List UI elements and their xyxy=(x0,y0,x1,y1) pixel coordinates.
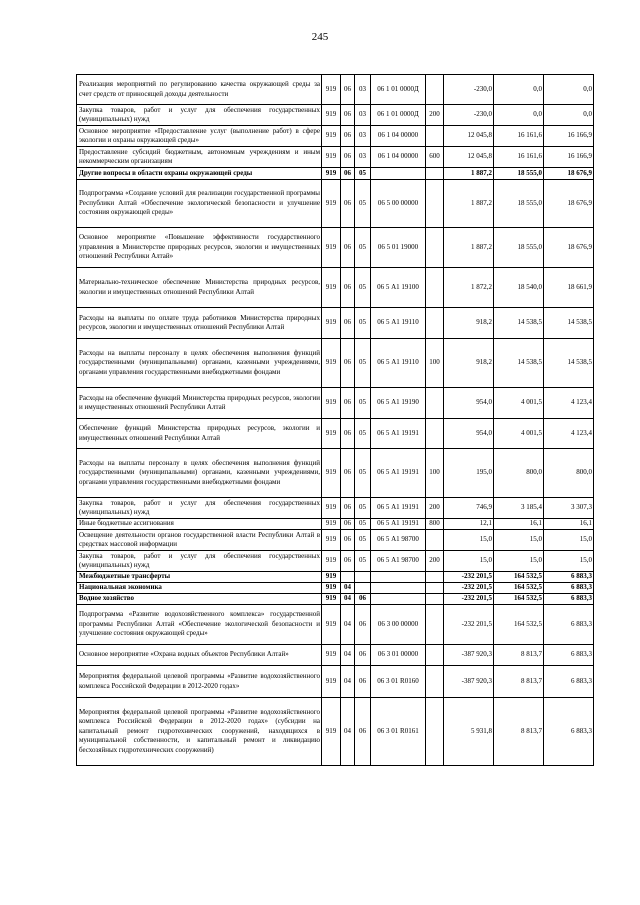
section-code xyxy=(341,572,355,583)
item-name: Закупка товаров, работ и услуг для обеспечения государственных (муниципальных) нужд xyxy=(77,105,322,126)
target-article-code: 06 5 01 19000 xyxy=(371,228,426,268)
table-row xyxy=(77,498,594,519)
target-article-code: 06 3 00 00000 xyxy=(371,605,426,645)
amount-year-1: 1 887,2 xyxy=(444,168,494,180)
amount-year-3: 15,0 xyxy=(544,551,594,572)
amount-year-2: 18 540,0 xyxy=(494,268,544,308)
item-name: Мероприятия федеральной целевой программы «Развитие водохозяйственного комплекса Российской Федерации в 2012-2020 годах» xyxy=(77,666,322,698)
item-name: Расходы на выплаты персоналу в целях обеспечения выполнения функций государственными (муниципальными) органами, казенными учреждениями, органами управления государственными внебюджетными фондами xyxy=(77,449,322,498)
target-article-code: 06 1 01 0000Д xyxy=(371,105,426,126)
table-row xyxy=(77,530,594,551)
expense-type-code xyxy=(426,419,444,449)
amount-year-3: 6 883,3 xyxy=(544,645,594,666)
amount-year-2: 0,0 xyxy=(494,75,544,105)
subsection-code: 05 xyxy=(355,419,371,449)
table-row xyxy=(77,228,594,268)
table-row xyxy=(77,594,594,605)
amount-year-1: 1 887,2 xyxy=(444,180,494,228)
amount-year-1: 12,1 xyxy=(444,519,494,530)
amount-year-1: 918,2 xyxy=(444,308,494,339)
section-code: 06 xyxy=(341,419,355,449)
target-article-code: 06 5 А1 19191 xyxy=(371,519,426,530)
amount-year-2: 164 532,5 xyxy=(494,605,544,645)
subsection-code: 03 xyxy=(355,126,371,147)
item-name: Расходы на обеспечение функций Министерства природных ресурсов, экологии и имущественных отношений Республики Алтай xyxy=(77,388,322,419)
subsection-code: 03 xyxy=(355,75,371,105)
expense-type-code: 800 xyxy=(426,519,444,530)
target-article-code: 06 1 04 00000 xyxy=(371,126,426,147)
amount-year-3: 6 883,3 xyxy=(544,698,594,766)
item-name: Закупка товаров, работ и услуг для обеспечения государственных (муниципальных) нужд xyxy=(77,498,322,519)
table-row xyxy=(77,605,594,645)
admin-code: 919 xyxy=(322,698,341,766)
amount-year-1: -387 920,3 xyxy=(444,666,494,698)
table-row xyxy=(77,268,594,308)
subsection-code: 05 xyxy=(355,308,371,339)
subsection-code: 05 xyxy=(355,339,371,388)
section-code: 04 xyxy=(341,698,355,766)
section-code: 06 xyxy=(341,147,355,168)
expense-type-code xyxy=(426,268,444,308)
admin-code: 919 xyxy=(322,180,341,228)
amount-year-1: -232 201,5 xyxy=(444,594,494,605)
section-code: 04 xyxy=(341,645,355,666)
section-code: 06 xyxy=(341,168,355,180)
subsection-code: 06 xyxy=(355,698,371,766)
amount-year-3: 4 123,4 xyxy=(544,388,594,419)
section-code: 06 xyxy=(341,180,355,228)
subsection-code: 06 xyxy=(355,645,371,666)
amount-year-1: 5 931,8 xyxy=(444,698,494,766)
admin-code: 919 xyxy=(322,228,341,268)
section-code: 06 xyxy=(341,308,355,339)
target-article-code: 06 5 А1 19110 xyxy=(371,339,426,388)
amount-year-2: 4 001,5 xyxy=(494,388,544,419)
amount-year-2: 0,0 xyxy=(494,105,544,126)
target-article-code: 06 5 А1 19191 xyxy=(371,449,426,498)
admin-code: 919 xyxy=(322,498,341,519)
amount-year-2: 18 555,0 xyxy=(494,228,544,268)
amount-year-3: 16 166,9 xyxy=(544,126,594,147)
amount-year-3: 18 661,9 xyxy=(544,268,594,308)
expense-type-code xyxy=(426,126,444,147)
item-name: Мероприятия федеральной целевой программы «Развитие водохозяйственного комплекса Российской Федерации в 2012-2020 годах» (субсидии на капитальный ремонт гидротехнических сооружений, находящихся в муниципальной собственности, и капитальный ремонт и ликвидацию бесхозяйных гидротехнических сооружений) xyxy=(77,698,322,766)
target-article-code: 06 5 А1 19110 xyxy=(371,308,426,339)
subsection-code xyxy=(355,572,371,583)
admin-code: 919 xyxy=(322,583,341,594)
admin-code: 919 xyxy=(322,268,341,308)
admin-code: 919 xyxy=(322,419,341,449)
amount-year-3: 6 883,3 xyxy=(544,572,594,583)
amount-year-2: 164 532,5 xyxy=(494,572,544,583)
admin-code: 919 xyxy=(322,530,341,551)
amount-year-1: 1 887,2 xyxy=(444,228,494,268)
amount-year-1: 12 045,8 xyxy=(444,126,494,147)
target-article-code: 06 5 А1 98700 xyxy=(371,551,426,572)
section-code: 06 xyxy=(341,498,355,519)
expense-type-code: 200 xyxy=(426,498,444,519)
table-row xyxy=(77,147,594,168)
target-article-code: 06 1 01 0000Д xyxy=(371,75,426,105)
item-name: Расходы на выплаты персоналу в целях обеспечения выполнения функций государственными (муниципальными) органами, казенными учреждениями, органами управления государственными внебюджетными фондами xyxy=(77,339,322,388)
amount-year-1: -387 920,3 xyxy=(444,645,494,666)
subsection-code: 05 xyxy=(355,180,371,228)
table-row xyxy=(77,419,594,449)
admin-code: 919 xyxy=(322,147,341,168)
section-code: 06 xyxy=(341,551,355,572)
table-row xyxy=(77,168,594,180)
item-name: Иные бюджетные ассигнования xyxy=(77,519,322,530)
expense-type-code: 600 xyxy=(426,147,444,168)
subsection-code: 03 xyxy=(355,105,371,126)
expense-type-code xyxy=(426,583,444,594)
admin-code: 919 xyxy=(322,605,341,645)
expense-type-code xyxy=(426,605,444,645)
admin-code: 919 xyxy=(322,594,341,605)
amount-year-1: 954,0 xyxy=(444,419,494,449)
section-code: 06 xyxy=(341,519,355,530)
admin-code: 919 xyxy=(322,105,341,126)
amount-year-1: -230,0 xyxy=(444,105,494,126)
amount-year-1: -232 201,5 xyxy=(444,572,494,583)
section-code: 06 xyxy=(341,228,355,268)
table-row xyxy=(77,572,594,583)
subsection-code: 05 xyxy=(355,498,371,519)
amount-year-3: 6 883,3 xyxy=(544,605,594,645)
amount-year-2: 18 555,0 xyxy=(494,168,544,180)
amount-year-3: 0,0 xyxy=(544,75,594,105)
target-article-code: 06 5 А1 98700 xyxy=(371,530,426,551)
amount-year-3: 3 307,3 xyxy=(544,498,594,519)
table-row xyxy=(77,308,594,339)
amount-year-3: 14 538,5 xyxy=(544,308,594,339)
admin-code: 919 xyxy=(322,645,341,666)
item-name: Основное мероприятие «Охрана водных объектов Республики Алтай» xyxy=(77,645,322,666)
amount-year-3: 18 676,9 xyxy=(544,180,594,228)
amount-year-1: 15,0 xyxy=(444,530,494,551)
admin-code: 919 xyxy=(322,551,341,572)
amount-year-2: 14 538,5 xyxy=(494,339,544,388)
amount-year-2: 164 532,5 xyxy=(494,594,544,605)
admin-code: 919 xyxy=(322,388,341,419)
amount-year-2: 16 161,6 xyxy=(494,126,544,147)
target-article-code: 06 3 01 R0161 xyxy=(371,698,426,766)
admin-code: 919 xyxy=(322,449,341,498)
target-article-code xyxy=(371,572,426,583)
table-row xyxy=(77,583,594,594)
item-name: Подпрограмма «Развитие водохозяйственного комплекса» государственной программы Республики Алтай «Обеспечение экологической безопасности и улучшение состояния окружающей среды» xyxy=(77,605,322,645)
amount-year-2: 15,0 xyxy=(494,551,544,572)
item-name: Закупка товаров, работ и услуг для обеспечения государственных (муниципальных) нужд xyxy=(77,551,322,572)
target-article-code: 06 3 01 00000 xyxy=(371,645,426,666)
section-code: 04 xyxy=(341,666,355,698)
expense-type-code xyxy=(426,180,444,228)
expense-type-code: 200 xyxy=(426,105,444,126)
amount-year-2: 18 555,0 xyxy=(494,180,544,228)
target-article-code: 06 1 04 00000 xyxy=(371,147,426,168)
expense-type-code xyxy=(426,308,444,339)
admin-code: 919 xyxy=(322,168,341,180)
item-name: Национальная экономика xyxy=(77,583,322,594)
amount-year-3: 6 883,3 xyxy=(544,666,594,698)
section-code: 04 xyxy=(341,594,355,605)
expense-type-code xyxy=(426,75,444,105)
table-row xyxy=(77,551,594,572)
amount-year-2: 164 532,5 xyxy=(494,583,544,594)
subsection-code: 05 xyxy=(355,228,371,268)
subsection-code: 05 xyxy=(355,530,371,551)
target-article-code: 06 5 А1 19191 xyxy=(371,419,426,449)
expense-type-code xyxy=(426,228,444,268)
item-name: Расходы на выплаты по оплате труда работников Министерства природных ресурсов, экологии и имущественных отношений Республики Алтай xyxy=(77,308,322,339)
admin-code: 919 xyxy=(322,666,341,698)
amount-year-2: 15,0 xyxy=(494,530,544,551)
subsection-code: 05 xyxy=(355,268,371,308)
subsection-code: 03 xyxy=(355,147,371,168)
amount-year-1: -232 201,5 xyxy=(444,605,494,645)
amount-year-2: 16,1 xyxy=(494,519,544,530)
amount-year-3: 14 538,5 xyxy=(544,339,594,388)
amount-year-2: 4 001,5 xyxy=(494,419,544,449)
amount-year-2: 8 813,7 xyxy=(494,666,544,698)
table-row xyxy=(77,105,594,126)
expense-type-code xyxy=(426,572,444,583)
amount-year-3: 16 166,9 xyxy=(544,147,594,168)
section-code: 06 xyxy=(341,105,355,126)
target-article-code xyxy=(371,594,426,605)
section-code: 06 xyxy=(341,449,355,498)
table-row xyxy=(77,698,594,766)
amount-year-3: 4 123,4 xyxy=(544,419,594,449)
item-name: Межбюджетные трансферты xyxy=(77,572,322,583)
table-row xyxy=(77,449,594,498)
section-code: 06 xyxy=(341,75,355,105)
amount-year-1: 1 872,2 xyxy=(444,268,494,308)
admin-code: 919 xyxy=(322,339,341,388)
amount-year-3: 18 676,9 xyxy=(544,228,594,268)
table-row xyxy=(77,339,594,388)
budget-table-body xyxy=(77,75,594,766)
subsection-code: 06 xyxy=(355,666,371,698)
item-name: Освещение деятельности органов государственной власти Республики Алтай в средствах массовой информации xyxy=(77,530,322,551)
amount-year-3: 800,0 xyxy=(544,449,594,498)
admin-code: 919 xyxy=(322,126,341,147)
item-name: Материально-техническое обеспечение Министерства природных ресурсов, экологии и имущественных отношений Республики Алтай xyxy=(77,268,322,308)
subsection-code: 05 xyxy=(355,449,371,498)
admin-code: 919 xyxy=(322,308,341,339)
item-name: Водное хозяйство xyxy=(77,594,322,605)
admin-code: 919 xyxy=(322,75,341,105)
expense-type-code: 200 xyxy=(426,551,444,572)
section-code: 06 xyxy=(341,388,355,419)
amount-year-3: 0,0 xyxy=(544,105,594,126)
expense-type-code xyxy=(426,168,444,180)
budget-table xyxy=(76,74,594,766)
target-article-code: 06 5 А1 19190 xyxy=(371,388,426,419)
table-row xyxy=(77,645,594,666)
expense-type-code: 100 xyxy=(426,449,444,498)
target-article-code: 06 5 А1 19100 xyxy=(371,268,426,308)
table-row xyxy=(77,519,594,530)
subsection-code: 05 xyxy=(355,551,371,572)
item-name: Основное мероприятие «Повышение эффективности государственного управления в Министерстве природных ресурсов, экологии и имущественных отношений Республики Алтай» xyxy=(77,228,322,268)
target-article-code: 06 5 00 00000 xyxy=(371,180,426,228)
table-row xyxy=(77,666,594,698)
amount-year-1: 954,0 xyxy=(444,388,494,419)
admin-code: 919 xyxy=(322,519,341,530)
section-code: 06 xyxy=(341,339,355,388)
subsection-code xyxy=(355,583,371,594)
target-article-code xyxy=(371,583,426,594)
amount-year-2: 3 185,4 xyxy=(494,498,544,519)
amount-year-3: 6 883,3 xyxy=(544,583,594,594)
amount-year-1: -232 201,5 xyxy=(444,583,494,594)
target-article-code xyxy=(371,168,426,180)
item-name: Обеспечение функций Министерства природных ресурсов, экологии и имущественных отношений Республики Алтай xyxy=(77,419,322,449)
subsection-code: 06 xyxy=(355,605,371,645)
section-code: 04 xyxy=(341,605,355,645)
expense-type-code: 100 xyxy=(426,339,444,388)
subsection-code: 05 xyxy=(355,519,371,530)
amount-year-2: 8 813,7 xyxy=(494,645,544,666)
expense-type-code xyxy=(426,530,444,551)
amount-year-1: -230,0 xyxy=(444,75,494,105)
amount-year-2: 14 538,5 xyxy=(494,308,544,339)
item-name: Реализация мероприятий по регулированию качества окружающей среды за счет средств от приносящей доходы деятельности xyxy=(77,75,322,105)
amount-year-1: 12 045,8 xyxy=(444,147,494,168)
amount-year-2: 16 161,6 xyxy=(494,147,544,168)
table-row xyxy=(77,75,594,105)
item-name: Основное мероприятие «Предоставление услуг (выполнение работ) в сфере экологии и охраны окружающей среды» xyxy=(77,126,322,147)
item-name: Подпрограмма «Создание условий для реализации государственной программы Республики Алтай «Обеспечение экологической безопасности и улучшение состояния окружающей среды» xyxy=(77,180,322,228)
section-code: 06 xyxy=(341,126,355,147)
amount-year-2: 800,0 xyxy=(494,449,544,498)
expense-type-code xyxy=(426,388,444,419)
expense-type-code xyxy=(426,594,444,605)
item-name: Другие вопросы в области охраны окружающей среды xyxy=(77,168,322,180)
subsection-code: 05 xyxy=(355,168,371,180)
amount-year-1: 746,9 xyxy=(444,498,494,519)
amount-year-1: 918,2 xyxy=(444,339,494,388)
table-row xyxy=(77,126,594,147)
subsection-code: 05 xyxy=(355,388,371,419)
table-row xyxy=(77,388,594,419)
amount-year-3: 6 883,3 xyxy=(544,594,594,605)
expense-type-code xyxy=(426,698,444,766)
section-code: 06 xyxy=(341,268,355,308)
page-number: 245 xyxy=(311,31,329,43)
admin-code: 919 xyxy=(322,572,341,583)
expense-type-code xyxy=(426,666,444,698)
amount-year-1: 195,0 xyxy=(444,449,494,498)
amount-year-2: 8 813,7 xyxy=(494,698,544,766)
target-article-code: 06 5 А1 19191 xyxy=(371,498,426,519)
amount-year-3: 16,1 xyxy=(544,519,594,530)
expense-type-code xyxy=(426,645,444,666)
table-row xyxy=(77,180,594,228)
section-code: 04 xyxy=(341,583,355,594)
amount-year-1: 15,0 xyxy=(444,551,494,572)
item-name: Предоставление субсидий бюджетным, автономным учреждениям и иным некоммерческим организациям xyxy=(77,147,322,168)
amount-year-3: 15,0 xyxy=(544,530,594,551)
target-article-code: 06 3 01 R0160 xyxy=(371,666,426,698)
section-code: 06 xyxy=(341,530,355,551)
subsection-code: 06 xyxy=(355,594,371,605)
amount-year-3: 18 676,9 xyxy=(544,168,594,180)
